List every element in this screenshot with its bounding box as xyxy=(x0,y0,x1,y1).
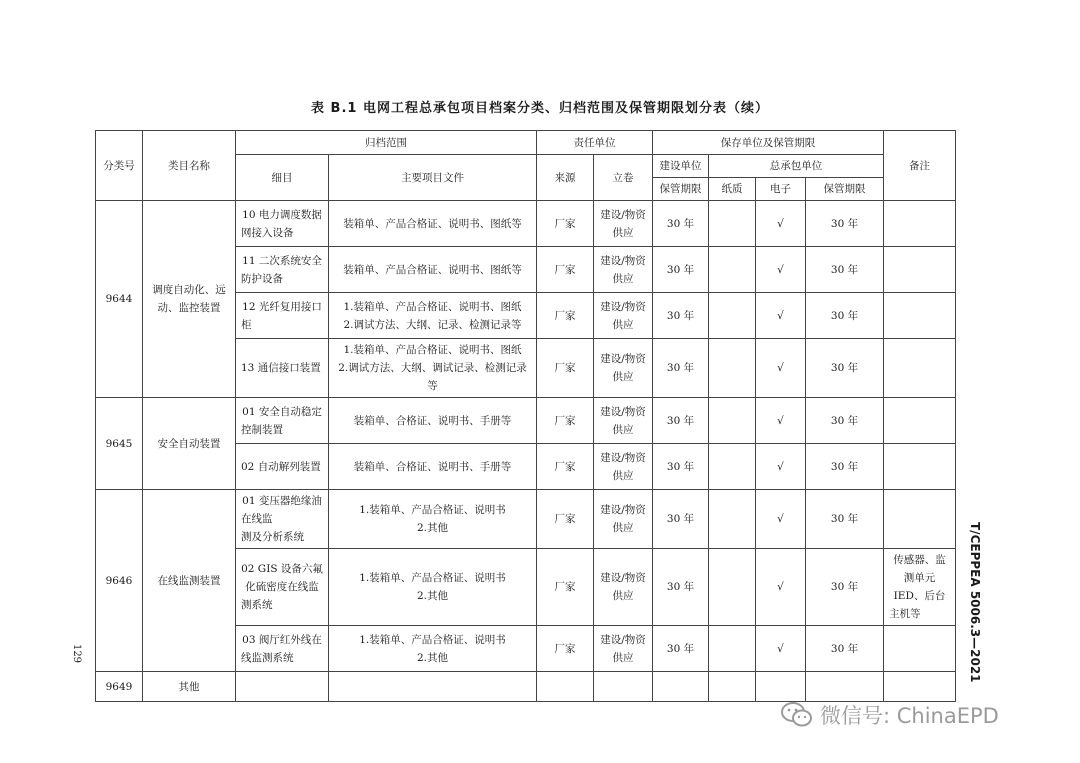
page-number: 129 xyxy=(71,643,83,664)
construction-period-cell: 30 年 xyxy=(653,339,709,398)
contractor-period-cell xyxy=(806,672,884,702)
remarks-cell: 传感器、监测单元 IED、后台主机等 xyxy=(884,549,956,626)
paper-cell xyxy=(709,201,756,247)
paper-cell xyxy=(709,398,756,444)
header-retention: 保存单位及保管期限 xyxy=(653,131,884,155)
remarks-cell xyxy=(884,247,956,293)
remarks-cell xyxy=(884,444,956,490)
category-cell: 在线监测装置 xyxy=(143,490,236,672)
paper-cell xyxy=(709,444,756,490)
files-cell: 装箱单、合格证、说明书、手册等 xyxy=(329,398,537,444)
files-cell: 装箱单、产品合格证、说明书、图纸等 xyxy=(329,247,537,293)
header-category-name: 类目名称 xyxy=(143,131,236,201)
files-cell: 1.装箱单、产品合格证、说明书 2.其他 xyxy=(329,626,537,672)
source-cell: 厂家 xyxy=(537,293,594,339)
category-cell: 其他 xyxy=(143,672,236,702)
source-cell: 厂家 xyxy=(537,549,594,626)
header-detail: 细目 xyxy=(236,155,329,201)
electronic-check-cell: √ xyxy=(756,201,806,247)
filing-cell: 建设/物资供应 xyxy=(594,490,653,549)
contractor-period-cell: 30 年 xyxy=(806,549,884,626)
header-contractor: 总承包单位 xyxy=(709,155,884,178)
contractor-period-cell: 30 年 xyxy=(806,490,884,549)
remarks-cell xyxy=(884,672,956,702)
filing-cell: 建设/物资供应 xyxy=(594,247,653,293)
electronic-check-cell: √ xyxy=(756,549,806,626)
contractor-period-cell: 30 年 xyxy=(806,444,884,490)
electronic-check-cell xyxy=(756,672,806,702)
source-cell xyxy=(537,672,594,702)
files-cell: 1.装箱单、产品合格证、说明书 2.其他 xyxy=(329,490,537,549)
source-cell: 厂家 xyxy=(537,490,594,549)
filing-cell: 建设/物资供应 xyxy=(594,626,653,672)
remarks-cell xyxy=(884,490,956,549)
class-no-cell: 9645 xyxy=(96,398,143,490)
electronic-check-cell: √ xyxy=(756,247,806,293)
paper-cell xyxy=(709,549,756,626)
detail-cell: 13 通信接口装置 xyxy=(236,339,329,398)
contractor-period-cell: 30 年 xyxy=(806,626,884,672)
files-cell xyxy=(329,672,537,702)
header-paper: 纸质 xyxy=(709,178,756,201)
header-period2: 保管期限 xyxy=(806,178,884,201)
detail-cell: 11 二次系统安全防护设备 xyxy=(236,247,329,293)
header-main-files: 主要项目文件 xyxy=(329,155,537,201)
filing-cell: 建设/物资供应 xyxy=(594,444,653,490)
remarks-cell xyxy=(884,201,956,247)
files-cell: 1.装箱单、产品合格证、说明书、图纸 2.调试方法、大纲、记录、检测记录等 xyxy=(329,293,537,339)
detail-cell: 10 电力调度数据网接入设备 xyxy=(236,201,329,247)
header-remarks: 备注 xyxy=(884,131,956,201)
files-cell: 装箱单、合格证、说明书、手册等 xyxy=(329,444,537,490)
header-source: 来源 xyxy=(537,155,594,201)
contractor-period-cell: 30 年 xyxy=(806,201,884,247)
detail-cell: 12 光纤复用接口柜 xyxy=(236,293,329,339)
construction-period-cell xyxy=(653,672,709,702)
remarks-cell xyxy=(884,626,956,672)
header-period: 保管期限 xyxy=(653,178,709,201)
construction-period-cell: 30 年 xyxy=(653,293,709,339)
class-no-cell: 9649 xyxy=(96,672,143,702)
contractor-period-cell: 30 年 xyxy=(806,398,884,444)
paper-cell xyxy=(709,672,756,702)
detail-cell: 02 自动解列装置 xyxy=(236,444,329,490)
construction-period-cell: 30 年 xyxy=(653,626,709,672)
filing-cell: 建设/物资供应 xyxy=(594,339,653,398)
table-row xyxy=(96,672,956,702)
contractor-period-cell: 30 年 xyxy=(806,293,884,339)
category-cell: 调度自动化、远动、监控装置 xyxy=(143,201,236,398)
construction-period-cell: 30 年 xyxy=(653,201,709,247)
table-title: 表 B.1 电网工程总承包项目档案分类、归档范围及保管期限划分表（续） xyxy=(311,101,769,116)
electronic-check-cell: √ xyxy=(756,398,806,444)
files-cell: 1.装箱单、产品合格证、说明书、图纸 2.调试方法、大纲、调试记录、检测记录等 xyxy=(329,339,537,398)
remarks-cell xyxy=(884,293,956,339)
paper-cell xyxy=(709,293,756,339)
filing-cell: 建设/物资供应 xyxy=(594,201,653,247)
source-cell: 厂家 xyxy=(537,247,594,293)
archive-table xyxy=(95,130,956,702)
files-cell: 1.装箱单、产品合格证、说明书 2.其他 xyxy=(329,549,537,626)
files-cell: 装箱单、产品合格证、说明书、图纸等 xyxy=(329,201,537,247)
filing-cell: 建设/物资供应 xyxy=(594,293,653,339)
header-electronic: 电子 xyxy=(756,178,806,201)
filing-cell: 建设/物资供应 xyxy=(594,398,653,444)
detail-cell: 01 变压器绝缘油在线监 测及分析系统 xyxy=(236,490,329,549)
electronic-check-cell: √ xyxy=(756,293,806,339)
construction-period-cell: 30 年 xyxy=(653,398,709,444)
electronic-check-cell: √ xyxy=(756,339,806,398)
paper-cell xyxy=(709,339,756,398)
electronic-check-cell: √ xyxy=(756,444,806,490)
source-cell: 厂家 xyxy=(537,444,594,490)
filing-cell: 建设/物资供应 xyxy=(594,549,653,626)
source-cell: 厂家 xyxy=(537,339,594,398)
source-cell: 厂家 xyxy=(537,201,594,247)
electronic-check-cell: √ xyxy=(756,626,806,672)
construction-period-cell: 30 年 xyxy=(653,444,709,490)
contractor-period-cell: 30 年 xyxy=(806,247,884,293)
contractor-period-cell: 30 年 xyxy=(806,339,884,398)
header-responsible: 责任单位 xyxy=(537,131,653,155)
construction-period-cell: 30 年 xyxy=(653,247,709,293)
wechat-icon xyxy=(780,701,814,729)
remarks-cell xyxy=(884,339,956,398)
paper-cell xyxy=(709,626,756,672)
table-row xyxy=(96,490,956,549)
filing-cell xyxy=(594,672,653,702)
construction-period-cell: 30 年 xyxy=(653,490,709,549)
source-cell: 厂家 xyxy=(537,626,594,672)
standard-code: T/CEPPEA 5006.3—2021 xyxy=(968,522,982,683)
electronic-check-cell: √ xyxy=(756,490,806,549)
category-cell: 安全自动装置 xyxy=(143,398,236,490)
header-construction-unit: 建设单位 xyxy=(653,155,709,178)
watermark-text: 微信号: ChinaEPD xyxy=(820,704,999,728)
table-row xyxy=(96,201,956,247)
watermark xyxy=(780,700,999,730)
paper-cell xyxy=(709,247,756,293)
construction-period-cell: 30 年 xyxy=(653,549,709,626)
detail-cell: 01 安全自动稳定控制装置 xyxy=(236,398,329,444)
table-row xyxy=(96,398,956,444)
header-archive-scope: 归档范围 xyxy=(236,131,537,155)
detail-cell xyxy=(236,672,329,702)
header-class-no: 分类号 xyxy=(96,131,143,201)
class-no-cell: 9644 xyxy=(96,201,143,398)
source-cell: 厂家 xyxy=(537,398,594,444)
class-no-cell: 9646 xyxy=(96,490,143,672)
detail-cell: 02 GIS 设备六氟化硫密度在线监测系统 xyxy=(236,549,329,626)
remarks-cell xyxy=(884,398,956,444)
detail-cell: 03 阀厅红外线在线监测系统 xyxy=(236,626,329,672)
paper-cell xyxy=(709,490,756,549)
header-filing: 立卷 xyxy=(594,155,653,201)
